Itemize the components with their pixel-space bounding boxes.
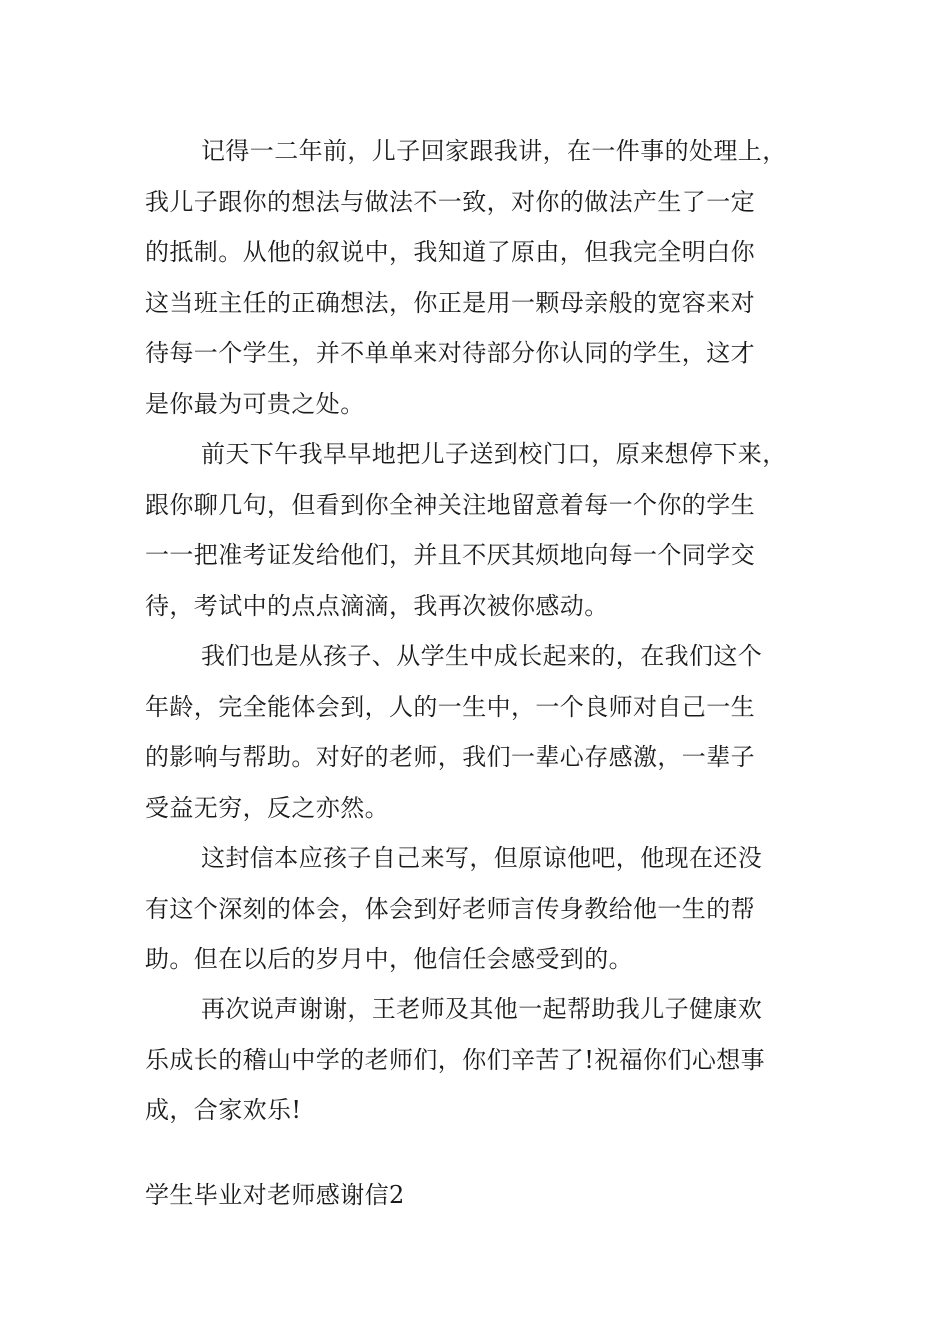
text-line: 跟你聊几句，但看到你全神关注地留意着每一个你的学生 <box>145 490 755 519</box>
text-line: 待，考试中的点点滴滴，我再次被你感动。 <box>145 591 609 620</box>
text-line: 前天下午我早早地把儿子送到校门口，原来想停下来， <box>201 440 787 468</box>
text-line: 记得一二年前，儿子回家跟我讲，在一件事的处理上， <box>201 137 787 165</box>
text-line: 受益无穷，反之亦然。 <box>145 793 389 822</box>
text-line: 的抵制。从他的叙说中，我知道了原由，但我完全明白你 <box>145 238 755 266</box>
text-line: 再次说声谢谢，王老师及其他一起帮助我儿子健康欢 <box>201 995 763 1023</box>
section-heading: 学生毕业对老师感谢信2 <box>145 1181 405 1209</box>
text-line: 有这个深刻的体会，体会到好老师言传身教给他一生的帮 <box>145 894 755 923</box>
text-line: 我们也是从孩子、从学生中成长起来的，在我们这个 <box>201 642 763 670</box>
text-line: 待每一个学生，并不单单来对待部分你认同的学生，这才 <box>145 339 755 367</box>
text-line: 这封信本应孩子自己来写，但原谅他吧，他现在还没 <box>201 844 763 872</box>
paragraph-2 <box>145 429 835 631</box>
paragraph-4 <box>145 833 835 985</box>
paragraph-3 <box>145 631 835 833</box>
text-line: 的影响与帮助。对好的老师，我们一辈心存感激，一辈子 <box>145 743 755 771</box>
text-line: 乐成长的稽山中学的老师们，你们辛苦了!祝福你们心想事 <box>145 1045 766 1074</box>
paragraph-5 <box>145 984 835 1136</box>
paragraph-1 <box>145 126 835 429</box>
text-line: 是你最为可贵之处。 <box>145 389 365 418</box>
text-line: 年龄，完全能体会到，人的一生中，一个良师对自己一生 <box>145 692 755 721</box>
text-line: 助。但在以后的岁月中，他信任会感受到的。 <box>145 945 633 973</box>
text-line: 这当班主任的正确想法，你正是用一颗母亲般的宽容来对 <box>145 288 755 317</box>
text-line: 我儿子跟你的想法与做法不一致，对你的做法产生了一定 <box>145 187 755 216</box>
text-line: 成，合家欢乐! <box>145 1096 302 1124</box>
text-line: 一一把准考证发给他们，并且不厌其烦地向每一个同学交 <box>145 541 755 569</box>
